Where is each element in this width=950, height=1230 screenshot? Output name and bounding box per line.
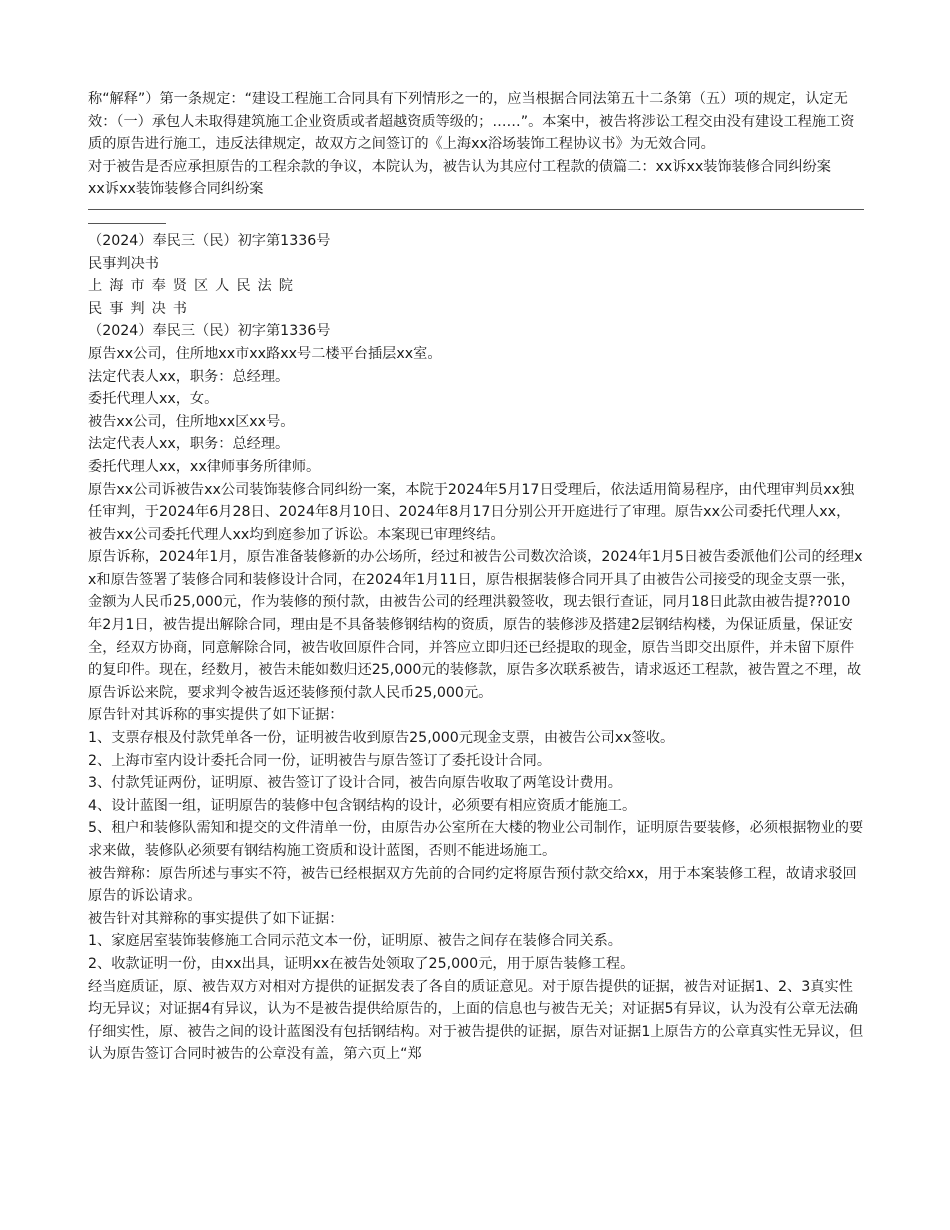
parties-list <box>88 343 864 479</box>
party-line: 委托代理人xx，女。 <box>88 391 219 408</box>
evidence-item: 2、收款证明一份，由xx出具，证明xx在被告处领取了25,000元，用于原告装修工程。 <box>88 955 635 972</box>
case-number: （2024）奉民三（民）初字第1336号 <box>88 323 331 340</box>
evidence-item: 2、上海市室内设计委托合同一份，证明被告与原告签订了委托设计合同。 <box>88 752 552 769</box>
body-paragraph: 原告针对其诉称的事实提供了如下证据： <box>88 707 344 724</box>
case-number-header: （2024）奉民三（民）初字第1336号 <box>88 232 331 249</box>
judgment-body <box>88 479 864 1066</box>
party-line: 委托代理人xx，xx律师事务所律师。 <box>88 458 321 475</box>
body-paragraph: 被告辩称：原告所述与事实不符，被告已经根据双方先前的合同约定将原告预付款交给xx，用于本案装修工程，故请求驳回原告的诉讼请求。 <box>88 865 857 905</box>
body-paragraph: 经当庭质证，原、被告双方对相对方提供的证据发表了各自的质证意见。对于原告提供的证据，被告对证据1、2、3真实性均无异议；对证据4有异议，认为不是被告提供给原告的，上面的信息也与被告无关；对证据5有异议，认为没有公章无法确仔细实性，原、被告之间的设计蓝图没有包括钢结构。对于被告提供的证据，原告对证据1上原告方的公章真实性无异议，但认为原告签订合同时被告的公章没有盖，第六页上“郑 <box>88 978 864 1063</box>
document-page <box>88 88 864 1066</box>
evidence-item: 4、设计蓝图一组，证明原告的装修中包含钢结构的设计，必须要有相应资质才能施工。 <box>88 797 637 814</box>
evidence-item: 1、支票存根及付款凭单各一份，证明被告收到原告25,000元现金支票，由被告公司xx签收。 <box>88 730 675 747</box>
party-line: 法定代表人xx，职务：总经理。 <box>88 368 290 385</box>
body-paragraph: 被告针对其辩称的事实提供了如下证据： <box>88 910 344 927</box>
evidence-item: 1、家庭居室装饰装修施工合同示范文本一份，证明原、被告之间存在装修合同关系。 <box>88 933 622 950</box>
divider-line <box>88 209 864 210</box>
short-divider <box>88 223 166 224</box>
evidence-item: 5、租户和装修队需知和提交的文件清单一份，由原告办公室所在大楼的物业公司制作，证明原告要装修，必须根据物业的要求来做，装修队必须要有钢结构施工资质和设计蓝图，否则不能进场施工。 <box>88 820 864 859</box>
document-type: 民事判决书 <box>88 300 194 317</box>
evidence-item: 3、付款凭证两份，证明原、被告签订了设计合同，被告向原告收取了两笔设计费用。 <box>88 775 622 792</box>
section-title: xx诉xx装饰装修合同纠纷案 <box>88 181 264 198</box>
party-line: 法定代表人xx，职务：总经理。 <box>88 436 290 453</box>
top-paragraph: 对于被告是否应承担原告的工程余款的争议，本院认为，被告认为其应付工程款的债篇二：xx诉xx装饰装修合同纠纷案 <box>88 158 831 175</box>
party-line: 被告xx公司，住所地xx区xx号。 <box>88 413 295 430</box>
body-paragraph: 原告xx公司诉被告xx公司装饰装修合同纠纷一案，本院于2024年5月17日受理后，依法适用简易程序，由代理审判员xx独任审判，于2024年6月28日、2024年8月10日、2024年8月17日分别公开开庭进行了审理。原告xx公司委托代理人xx，被告xx公司委托代理人xx均到庭参加了诉讼。本案现已审理终结。 <box>88 481 855 543</box>
top-paragraph: 称“解释”）第一条规定：“建设工程施工合同具有下列情形之一的，应当根据合同法第五十二条第（五）项的规定，认定无效：（一）承包人未取得建筑施工企业资质或者超越资质等级的；……”。本案中，被告将涉讼工程交由没有建设工程施工资质的原告进行施工，违反法律规定，故双方之间签订的《上海xx浴场装饰工程协议书》为无效合同。 <box>88 91 855 153</box>
court-name: 上海市奉贤区人民法院 <box>88 278 300 295</box>
party-line: 原告xx公司，住所地xx市xx路xx号二楼平台插层xx室。 <box>88 345 442 362</box>
doc-type-header: 民事判决书 <box>88 255 159 272</box>
body-paragraph: 原告诉称，2024年1月，原告准备装修新的办公场所，经过和被告公司数次洽谈，2024年1月5日被告委派他们公司的经理xx和原告签署了装修合同和装修设计合同，在2024年1月11日，原告根据装修合同开具了由被告公司接受的现金支票一张，金额为人民币25,000元，作为装修的预付款，由被告公司的经理洪毅签收，现去银行查证，同月18日此款由被告提??010年2月1日，被告提出解除合同，理由是不具备装修钢结构的资质，原告的装修涉及搭建2层钢结构楼，为保证质量，保证安全，经双方协商，同意解除合同，被告收回原件合同，并答应立即归还已经提取的现金，原告当即交出原件，并未留下原件的复印件。现在，经数月，被告未能如数归还25,000元的装修款，原告多次联系被告，请求返还工程款，被告置之不理，故原告诉讼来院，要求判令被告返还装修预付款人民币25,000元。 <box>88 549 863 701</box>
